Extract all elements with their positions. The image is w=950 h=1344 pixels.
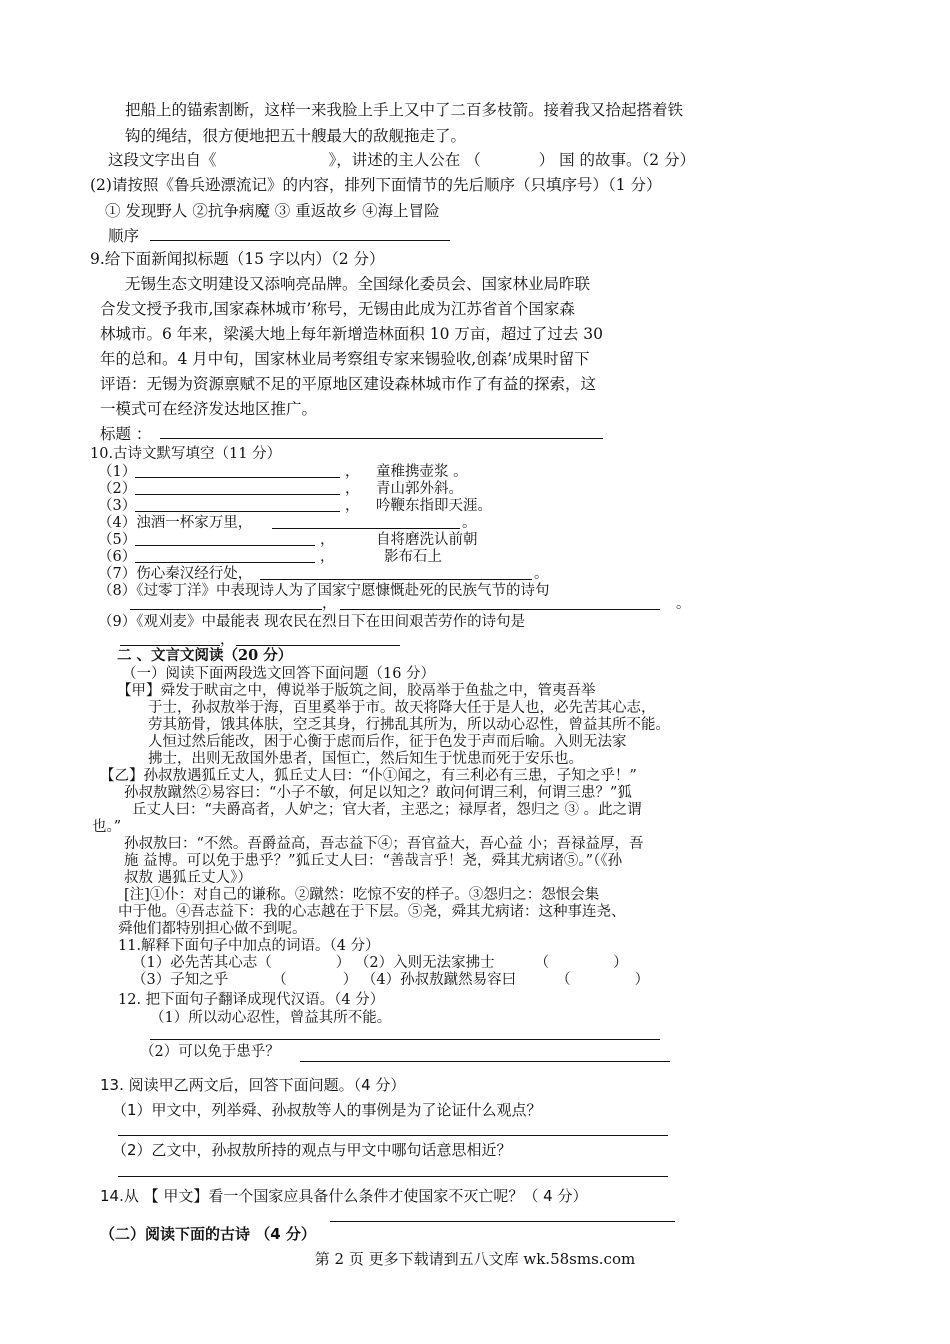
yi-line: 孙叔敖曰：“不然。吾爵益高，吾志益下④；吾官益大，吾心益 小；吾禄益厚，吾 [124, 836, 644, 852]
yi-line: 也。” [92, 819, 122, 835]
fill-tail: 青山郭外斜。 [376, 481, 463, 497]
news-line: 合发文授予我市,国家森林城市’称号，无锡由此成为江苏省首个国家森 [100, 300, 575, 318]
fill-num: （5） [98, 532, 137, 548]
close-paren: ） [613, 955, 628, 971]
comma: ， [345, 498, 360, 514]
q13-sub-1: （1）甲文中，列举舜、孙叔敖等人的事例是为了论证什么观点？ [112, 1101, 542, 1119]
answer-line[interactable] [118, 1176, 668, 1177]
fill-tail: 童稚携壶浆 。 [376, 464, 468, 480]
fill-blank[interactable] [272, 528, 460, 529]
q8-1-part-c: ） 国 的故事。（2 分） [538, 151, 696, 169]
fill-tail: 。 [462, 515, 477, 531]
fill-num: （4）浊酒一杯家万里， [98, 515, 253, 531]
jia-line: 人恒过然后能改，困于心衡于虑而后作，征于色发于声而后喻。入则无法家 [148, 734, 627, 750]
part2-title: （二）阅读下面的古诗 （4 分） [100, 1225, 316, 1243]
comma: ， [322, 596, 337, 612]
title-answer-line[interactable] [160, 438, 603, 439]
period: 。 [676, 596, 691, 612]
q12-sentence-2: （2）可以免于患乎？ [140, 1044, 280, 1060]
jia-line: 拂士，出则无敌国外患者，国恒亡，然后知生于忧患而死于安乐也。 [148, 751, 583, 767]
q8-2-prompt: (2)请按照《鲁兵逊漂流记》的内容，排列下面情节的先后顺序（只填序号）（1 分） [90, 176, 662, 194]
fill-blank[interactable] [260, 579, 532, 580]
fill-num: （7）伤心秦汉经行处， [98, 566, 253, 582]
fill-num: （9）《观刈麦》中最能表 现农民在烈日下在田间艰苦劳作的诗句是 [98, 614, 526, 630]
open-paren: （ [556, 972, 571, 988]
q11-item-1: （1）必先苦其心志（ [132, 955, 272, 971]
open-paren: （ [534, 955, 550, 971]
comma: ， [345, 464, 360, 480]
jia-line: 劳其筋骨，饿其体肤，空乏其身，行拂乱其所为，所以动心忍性，曾益其所不能。 [148, 717, 670, 733]
q11-prompt: 11.解释下面句子中加点的词语。（4 分） [118, 938, 380, 954]
q12-prompt: 12. 把下面句子翻译成现代汉语。（4 分） [118, 992, 385, 1008]
yi-line: 叔敖 遇狐丘丈人》） [124, 870, 252, 886]
comma: ， [320, 549, 335, 565]
q11-item-3: （3）子知之乎 [132, 972, 229, 988]
q8-2-options: ① 发现野人 ②抗争病魔 ③ 重返故乡 ④海上冒险 [105, 202, 440, 220]
q8-1-question [108, 150, 695, 170]
passage-line-2: 钩的绳结，很方便地把五十艘最大的敌舰拖走了。 [125, 127, 467, 145]
q11-row-2 [132, 970, 649, 990]
news-line: 一模式可在经济发达地区推广。 [100, 400, 318, 418]
order-answer-line[interactable] [150, 240, 450, 241]
fill-num: （1） [98, 464, 137, 480]
q13-prompt: 13. 阅读甲乙两文后，回答下面问题。（4 分） [100, 1076, 406, 1094]
q8-2-order-label: 顺序 [108, 227, 140, 245]
news-line: 无锡生态文明建设又添响亮品牌。全国绿化委员会、国家林业局昨联 [125, 275, 591, 293]
fill-tail: 影布石上 [384, 549, 442, 565]
yi-line: 孙叔敖蹴然②易容曰：“小子不敏，何足以知之？敢问何谓三利，何谓三患？”狐 [124, 785, 632, 801]
comma: ， [320, 532, 335, 548]
fill-blank[interactable] [135, 494, 340, 495]
jia-line: 【甲】舜发于畎亩之中，傅说举于版筑之间，胶鬲举于鱼盐之中，管夷吾举 [117, 683, 596, 699]
yi-line: 丘丈人曰：“夫爵高者，人妒之；官大者，主恶之；禄厚者，怨归之 ③ 。此之谓 [132, 802, 642, 818]
yi-line: 施 益博。可以免于患乎？”狐丘丈人曰：“善哉言乎！尧，舜其尤病诸⑤。”（《孙 [124, 853, 623, 869]
answer-line[interactable] [330, 1221, 675, 1222]
yi-line: 【乙】孙叔敖遇狐丘丈人，狐丘丈人曰：“仆①闻之，有三利必有三患，子知之乎！” [100, 768, 637, 784]
fill-blank[interactable] [130, 609, 322, 610]
fill-tail: 自将磨洗认前朝 [376, 532, 478, 548]
fill-num: （6） [98, 549, 137, 565]
fill-num: （3） [98, 498, 137, 514]
passage-line-1: 把船上的锚索割断，这样一来我脸上手上又中了二百多枝箭。接着我又拾起搭着铁 [125, 101, 684, 119]
answer-line[interactable] [300, 1061, 670, 1062]
fill-blank[interactable] [135, 477, 340, 478]
note-line: 舜他们都特别担心做不到呢。 [118, 921, 307, 937]
q12-sentence-1: （1）所以动心忍性，曾益其所不能。 [150, 1010, 392, 1026]
q8-1-part-b: 》，讲述的主人公在 （ [328, 151, 481, 169]
jia-line: 于士，孙叔敖举于海，百里奚举于市。故天将降大任于是人也，必先苦其心志， [148, 700, 656, 716]
q13-sub-2: （2）乙文中，孙叔敖所持的观点与甲文中哪句话意思相近？ [112, 1141, 512, 1159]
news-line: 林城市。6 年来，梁溪大地上每年新增造林面积 10 万亩，超过了过去 30 [100, 325, 604, 343]
note-line: 中于他。④吾志益下：我的心志越在于下层。⑤尧，舜其尤病诸：这种事连尧、 [118, 904, 626, 920]
fill-blank[interactable] [135, 545, 315, 546]
fill-blank[interactable] [135, 562, 315, 563]
section-title: 二 、文言文阅读（20 分） [117, 647, 293, 664]
news-line: 年的总和。4 月中旬，国家林业局考察组专家来锡验收,创森’成果时留下 [100, 350, 590, 368]
news-line: 评语：无锡为资源禀赋不足的平原地区建设森林城市作了有益的探索，这 [100, 375, 597, 393]
open-paren: （ [272, 972, 287, 988]
comma: ， [345, 481, 360, 497]
fill-tail: 。 [534, 566, 549, 582]
close-paren: ） [634, 972, 650, 988]
fill-tail: 吟鞭东指即天涯。 [376, 498, 492, 514]
q10-prompt: 10.古诗文默写填空（11 分） [90, 446, 282, 462]
answer-line[interactable] [118, 1135, 668, 1136]
page-footer: 第 2 页 更多下载请到五八文库 wk.58sms.com [314, 1250, 636, 1268]
q14-prompt: 14.从 【 甲文】看一个国家应具备什么条件才使国家不灭亡呢？（ 4 分） [100, 1187, 588, 1205]
fill-num: （2） [98, 481, 137, 497]
q11-item-4: ） （4）孙叔敖蹴然易容曰 [342, 972, 517, 988]
q11-item-2: ） （2）入则无法家拂士 [335, 955, 495, 971]
fill-num: （8）《过零丁洋》中表现诗人为了国家宁愿慷慨赴死的民族气节的诗句 [98, 583, 550, 599]
answer-line[interactable] [150, 1039, 660, 1040]
q8-1-part-a: 这段文字出自《 [108, 151, 217, 169]
q9-prompt: 9.给下面新闻拟标题（15 字以内）（2 分） [90, 250, 385, 268]
part1-prompt: （一）阅读下面两段选文回答下面问题（16 分） [122, 666, 436, 682]
fill-blank[interactable] [340, 609, 660, 610]
note-line: [注]①仆：对自己的谦称。②蹴然：吃惊不安的样子。③怨归之：怨恨会集 [124, 887, 600, 903]
fill-blank[interactable] [135, 511, 340, 512]
title-label: 标题 ： [100, 425, 152, 443]
comma: ， [220, 632, 235, 648]
